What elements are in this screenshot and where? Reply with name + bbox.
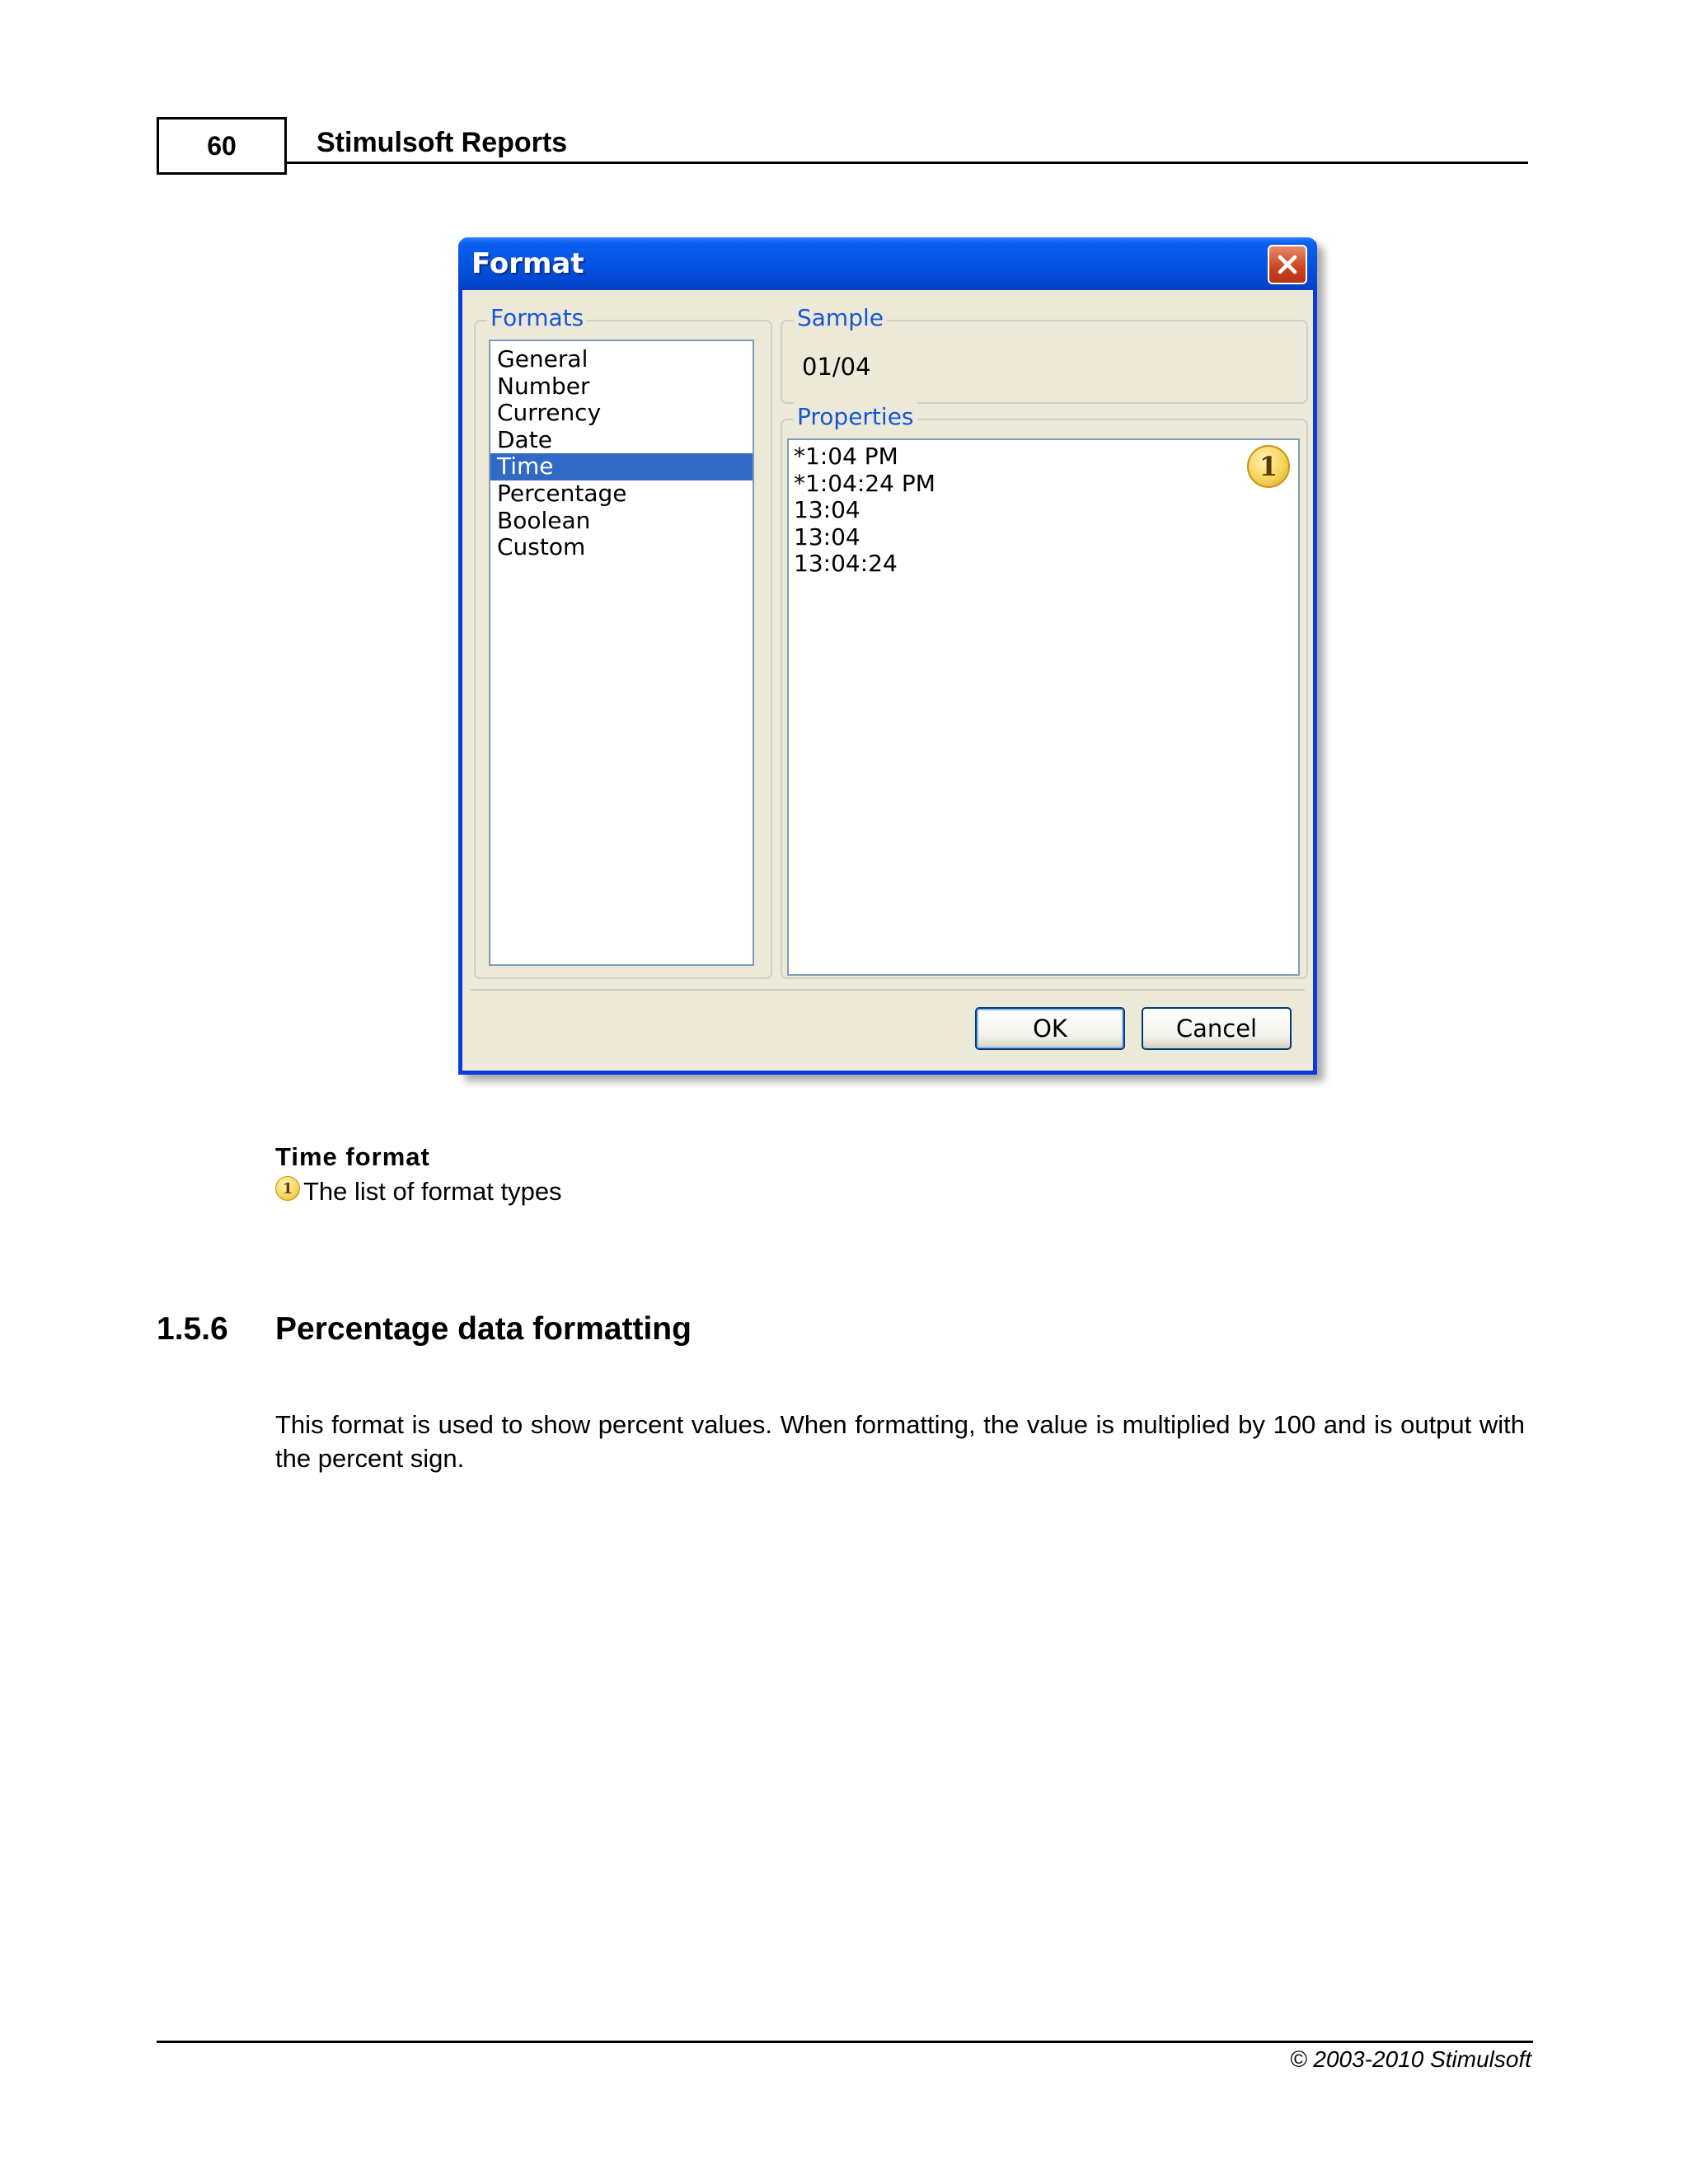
close-button[interactable] <box>1268 245 1307 284</box>
callout-badge-1: 1 <box>1247 445 1290 488</box>
section-title: Percentage data formatting <box>275 1311 692 1347</box>
formats-legend: Formats <box>487 303 587 333</box>
property-item[interactable]: 13:04 <box>794 523 860 551</box>
format-item-boolean[interactable]: Boolean <box>497 506 591 534</box>
format-item-time[interactable]: Time <box>490 453 753 480</box>
dialog-titlebar[interactable] <box>458 237 1317 290</box>
figure-caption-line <box>275 1177 562 1207</box>
property-item[interactable]: 13:04 <box>794 496 860 524</box>
header-rule <box>287 162 1528 164</box>
callout-badge-icon: 1 <box>275 1176 300 1201</box>
sample-group <box>781 304 1308 404</box>
section-paragraph: This format is used to show percent values. When formatting, the value is multiplied by 100 and is output with the percent sign. <box>275 1410 1525 1473</box>
sample-legend: Sample <box>794 303 887 333</box>
dialog-divider <box>471 989 1305 991</box>
dialog-title: Format <box>471 247 584 280</box>
format-item-general[interactable]: General <box>497 345 588 373</box>
properties-legend: Properties <box>794 402 917 432</box>
formats-listbox[interactable] <box>489 340 754 966</box>
page-header-title: Stimulsoft Reports <box>316 127 568 158</box>
format-item-percentage[interactable]: Percentage <box>497 479 627 507</box>
format-item-custom[interactable]: Custom <box>497 533 586 561</box>
properties-listbox[interactable] <box>787 438 1300 976</box>
section-number: 1.5.6 <box>157 1311 228 1347</box>
figure-caption-title: Time format <box>275 1142 430 1171</box>
footer-copyright: © 2003-2010 Stimulsoft <box>1289 2046 1531 2072</box>
property-item[interactable]: 13:04:24 <box>794 550 898 578</box>
property-item[interactable]: *1:04 PM <box>794 443 898 470</box>
ok-button[interactable]: OK <box>975 1007 1125 1050</box>
sample-value: 01/04 <box>802 353 871 381</box>
properties-group <box>781 403 1308 979</box>
format-item-number[interactable]: Number <box>497 372 590 400</box>
format-item-date[interactable]: Date <box>497 425 552 453</box>
formats-group <box>474 304 772 979</box>
page-number: 60 <box>157 117 287 175</box>
format-item-currency[interactable]: Currency <box>497 399 602 427</box>
cancel-button[interactable]: Cancel <box>1142 1007 1292 1050</box>
property-item[interactable]: *1:04:24 PM <box>794 469 935 497</box>
footer-rule <box>157 2041 1533 2043</box>
format-dialog <box>458 237 1317 1075</box>
figure-caption-text: The list of format types <box>303 1177 562 1206</box>
